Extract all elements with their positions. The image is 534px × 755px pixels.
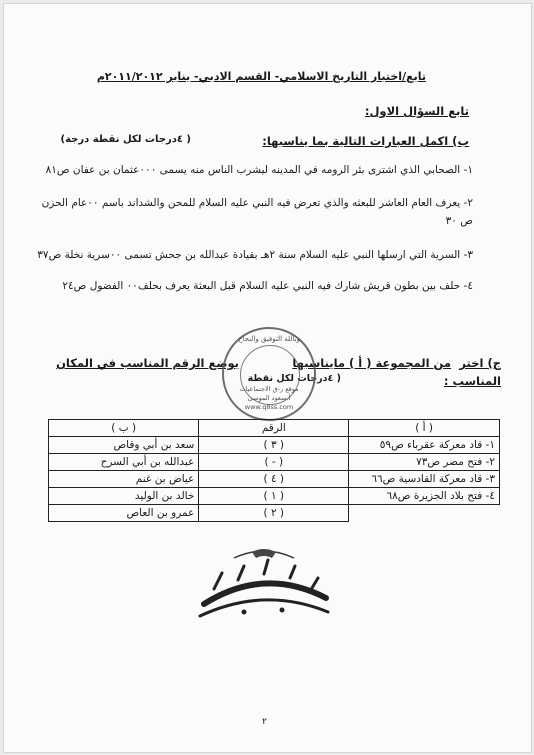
table-cell-b: عمرو بن العاص bbox=[49, 505, 199, 522]
table-header-row bbox=[49, 420, 500, 437]
part-b-item-continued: ص ٣٠ bbox=[445, 215, 473, 227]
part-c-title-mid: من المجموعة ( أ ) مايناسبها bbox=[292, 356, 451, 370]
table-cell-number: ( ٢ ) bbox=[199, 505, 349, 522]
table-row bbox=[49, 437, 500, 454]
table-row bbox=[49, 488, 500, 505]
table-header-number: الرقم bbox=[199, 420, 349, 437]
part-c-title-left: بوضع الرقم المناسب في المكان bbox=[56, 356, 239, 370]
seal-line-1: موقع ر-ق الاجتماعيات bbox=[239, 385, 299, 393]
table-cell-number: ( ٤ ) bbox=[199, 471, 349, 488]
part-b-item: ١- الصحابي الذي اشترى بئر الرومه في المدينه ليشرب الناس منه يسمى ٠٠٠عثمان بن عفان ص٨١ bbox=[45, 164, 473, 176]
seal-line-2: أ.سعود الموسى bbox=[247, 394, 291, 402]
table-cell-number: ( ١ ) bbox=[199, 488, 349, 505]
school-seal bbox=[222, 327, 316, 421]
table-header-a: ( أ ) bbox=[349, 420, 500, 437]
table-cell-a: ١- قاد معركة عقرباء ص٥٩ bbox=[349, 437, 500, 454]
table-cell-b: عبدالله بن أبي السرح bbox=[49, 454, 199, 471]
part-b-item: ٣- السرية التي ارسلها النبي عليه السلام سنة ٢هـ بقيادة عبدالله بن جحش تسمى ٠٠سرية نخلة ص٣٧ bbox=[37, 249, 473, 261]
part-b-item: ٤- حلف بين بطون قريش شارك فيه النبي عليه السلام قبل البعثة يعرف بحلف٠٠ الفضول ص٢٤ bbox=[62, 280, 473, 292]
exam-page bbox=[3, 3, 532, 753]
table-cell-a: ٣- قاد معركة القادسية ص٦٦ bbox=[349, 471, 500, 488]
table-cell-a: ٢- فتح مصر ص٧٣ bbox=[349, 454, 500, 471]
table-header-b: ( ب ) bbox=[49, 420, 199, 437]
table-cell-a bbox=[349, 505, 500, 522]
part-c-marks: ( ٤درجات لكل نقطة bbox=[247, 373, 341, 384]
section-title: تابع السؤال الاول: bbox=[364, 104, 469, 118]
table-row bbox=[49, 454, 500, 471]
part-c-title-right: ج) اختر bbox=[459, 356, 501, 370]
page-number: ٢ bbox=[262, 717, 267, 727]
table-cell-number: ( ٣ ) bbox=[199, 437, 349, 454]
part-c-title-line2: المناسب : bbox=[443, 374, 501, 388]
table-row bbox=[49, 505, 500, 522]
seal-line-3: www.q8ss.com bbox=[244, 403, 294, 411]
part-b-marks: ( ٤درجات لكل نقطة درجة) bbox=[60, 134, 191, 145]
part-b-title: ب) اكمل العبارات التالية بما يناسبها: bbox=[262, 134, 469, 148]
table-cell-b: خالد بن الوليد bbox=[49, 488, 199, 505]
part-b-item: ٢- يعرف العام العاشر للبعثه والذي تعرض فيه النبي عليه السلام للمحن والشداند باسم ٠٠عام الحزن bbox=[41, 197, 473, 209]
table-cell-b: عياض بن غنم bbox=[49, 471, 199, 488]
table-cell-number: ( - ) bbox=[199, 454, 349, 471]
table-cell-b: سعد بن أبي وقاص bbox=[49, 437, 199, 454]
exam-header: تابع/اختبار التاريخ الاسلامي- القسم الادبي- يناير ٢٠١١/٢٠١٢م bbox=[96, 70, 426, 83]
table-row bbox=[49, 471, 500, 488]
answer-model-stamp-icon bbox=[194, 544, 334, 634]
table-cell-a: ٤- فتح بلاد الجزيرة ص٦٨ bbox=[349, 488, 500, 505]
matching-table bbox=[48, 419, 500, 522]
seal-arc-text: وبالله التوفيق والنجاح bbox=[238, 335, 300, 343]
